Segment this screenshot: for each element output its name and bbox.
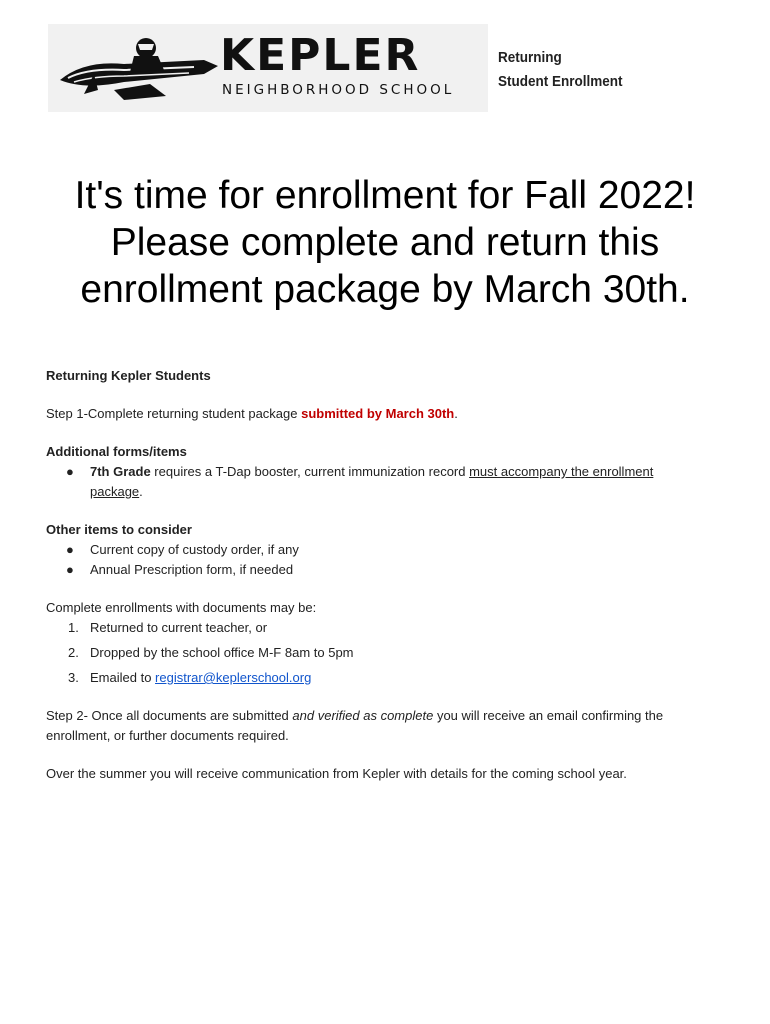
logo-subtitle: NEIGHBORHOOD SCHOOL (222, 82, 455, 98)
bullet-icon: ● (66, 542, 74, 557)
section-heading-additional: Additional forms/items (46, 444, 187, 459)
list-item: ● Current copy of custody order, if any (46, 540, 726, 560)
registrar-email-link[interactable]: registrar@keplerschool.org (155, 670, 312, 685)
logo-wordmark: KEPLER (220, 30, 421, 81)
list-item: 3. Emailed to registrar@keplerschool.org (68, 670, 312, 685)
section-heading-returning: Returning Kepler Students (46, 368, 211, 383)
list-item: ● 7th Grade requires a T-Dap booster, current immunization record must accompany the enrollment package. (66, 464, 654, 499)
document-header (48, 24, 728, 114)
bullet-icon: ● (66, 464, 74, 479)
closing-paragraph: Over the summer you will receive communication from Kepler with details for the coming school year. (46, 766, 627, 781)
submission-intro: Complete enrollments with documents may be: (46, 600, 317, 615)
section-heading-other: Other items to consider (46, 522, 192, 537)
knight-rocket-logo-icon (54, 30, 222, 108)
step1-paragraph: Step 1-Complete returning student package submitted by March 30th. (46, 406, 458, 421)
bullet-icon: ● (66, 562, 74, 577)
document-body (46, 366, 726, 784)
list-item: 1. Returned to current teacher, or (68, 620, 268, 635)
deadline-highlight: submitted by March 30th (301, 406, 455, 421)
page-title: It's time for enrollment for Fall 2022! Please complete and return this enrollment package by March 30th. (74, 174, 696, 311)
step2-paragraph: Step 2- Once all documents are submitted and verified as complete you will receive an email confirming the enrollment, or further documents required. (46, 708, 664, 743)
document-type-label: Returning Student Enrollment (498, 49, 623, 90)
list-item: ● Annual Prescription form, if needed (46, 560, 726, 580)
list-item: 2. Dropped by the school office M-F 8am to 5pm (68, 645, 354, 660)
school-logo (48, 24, 488, 112)
